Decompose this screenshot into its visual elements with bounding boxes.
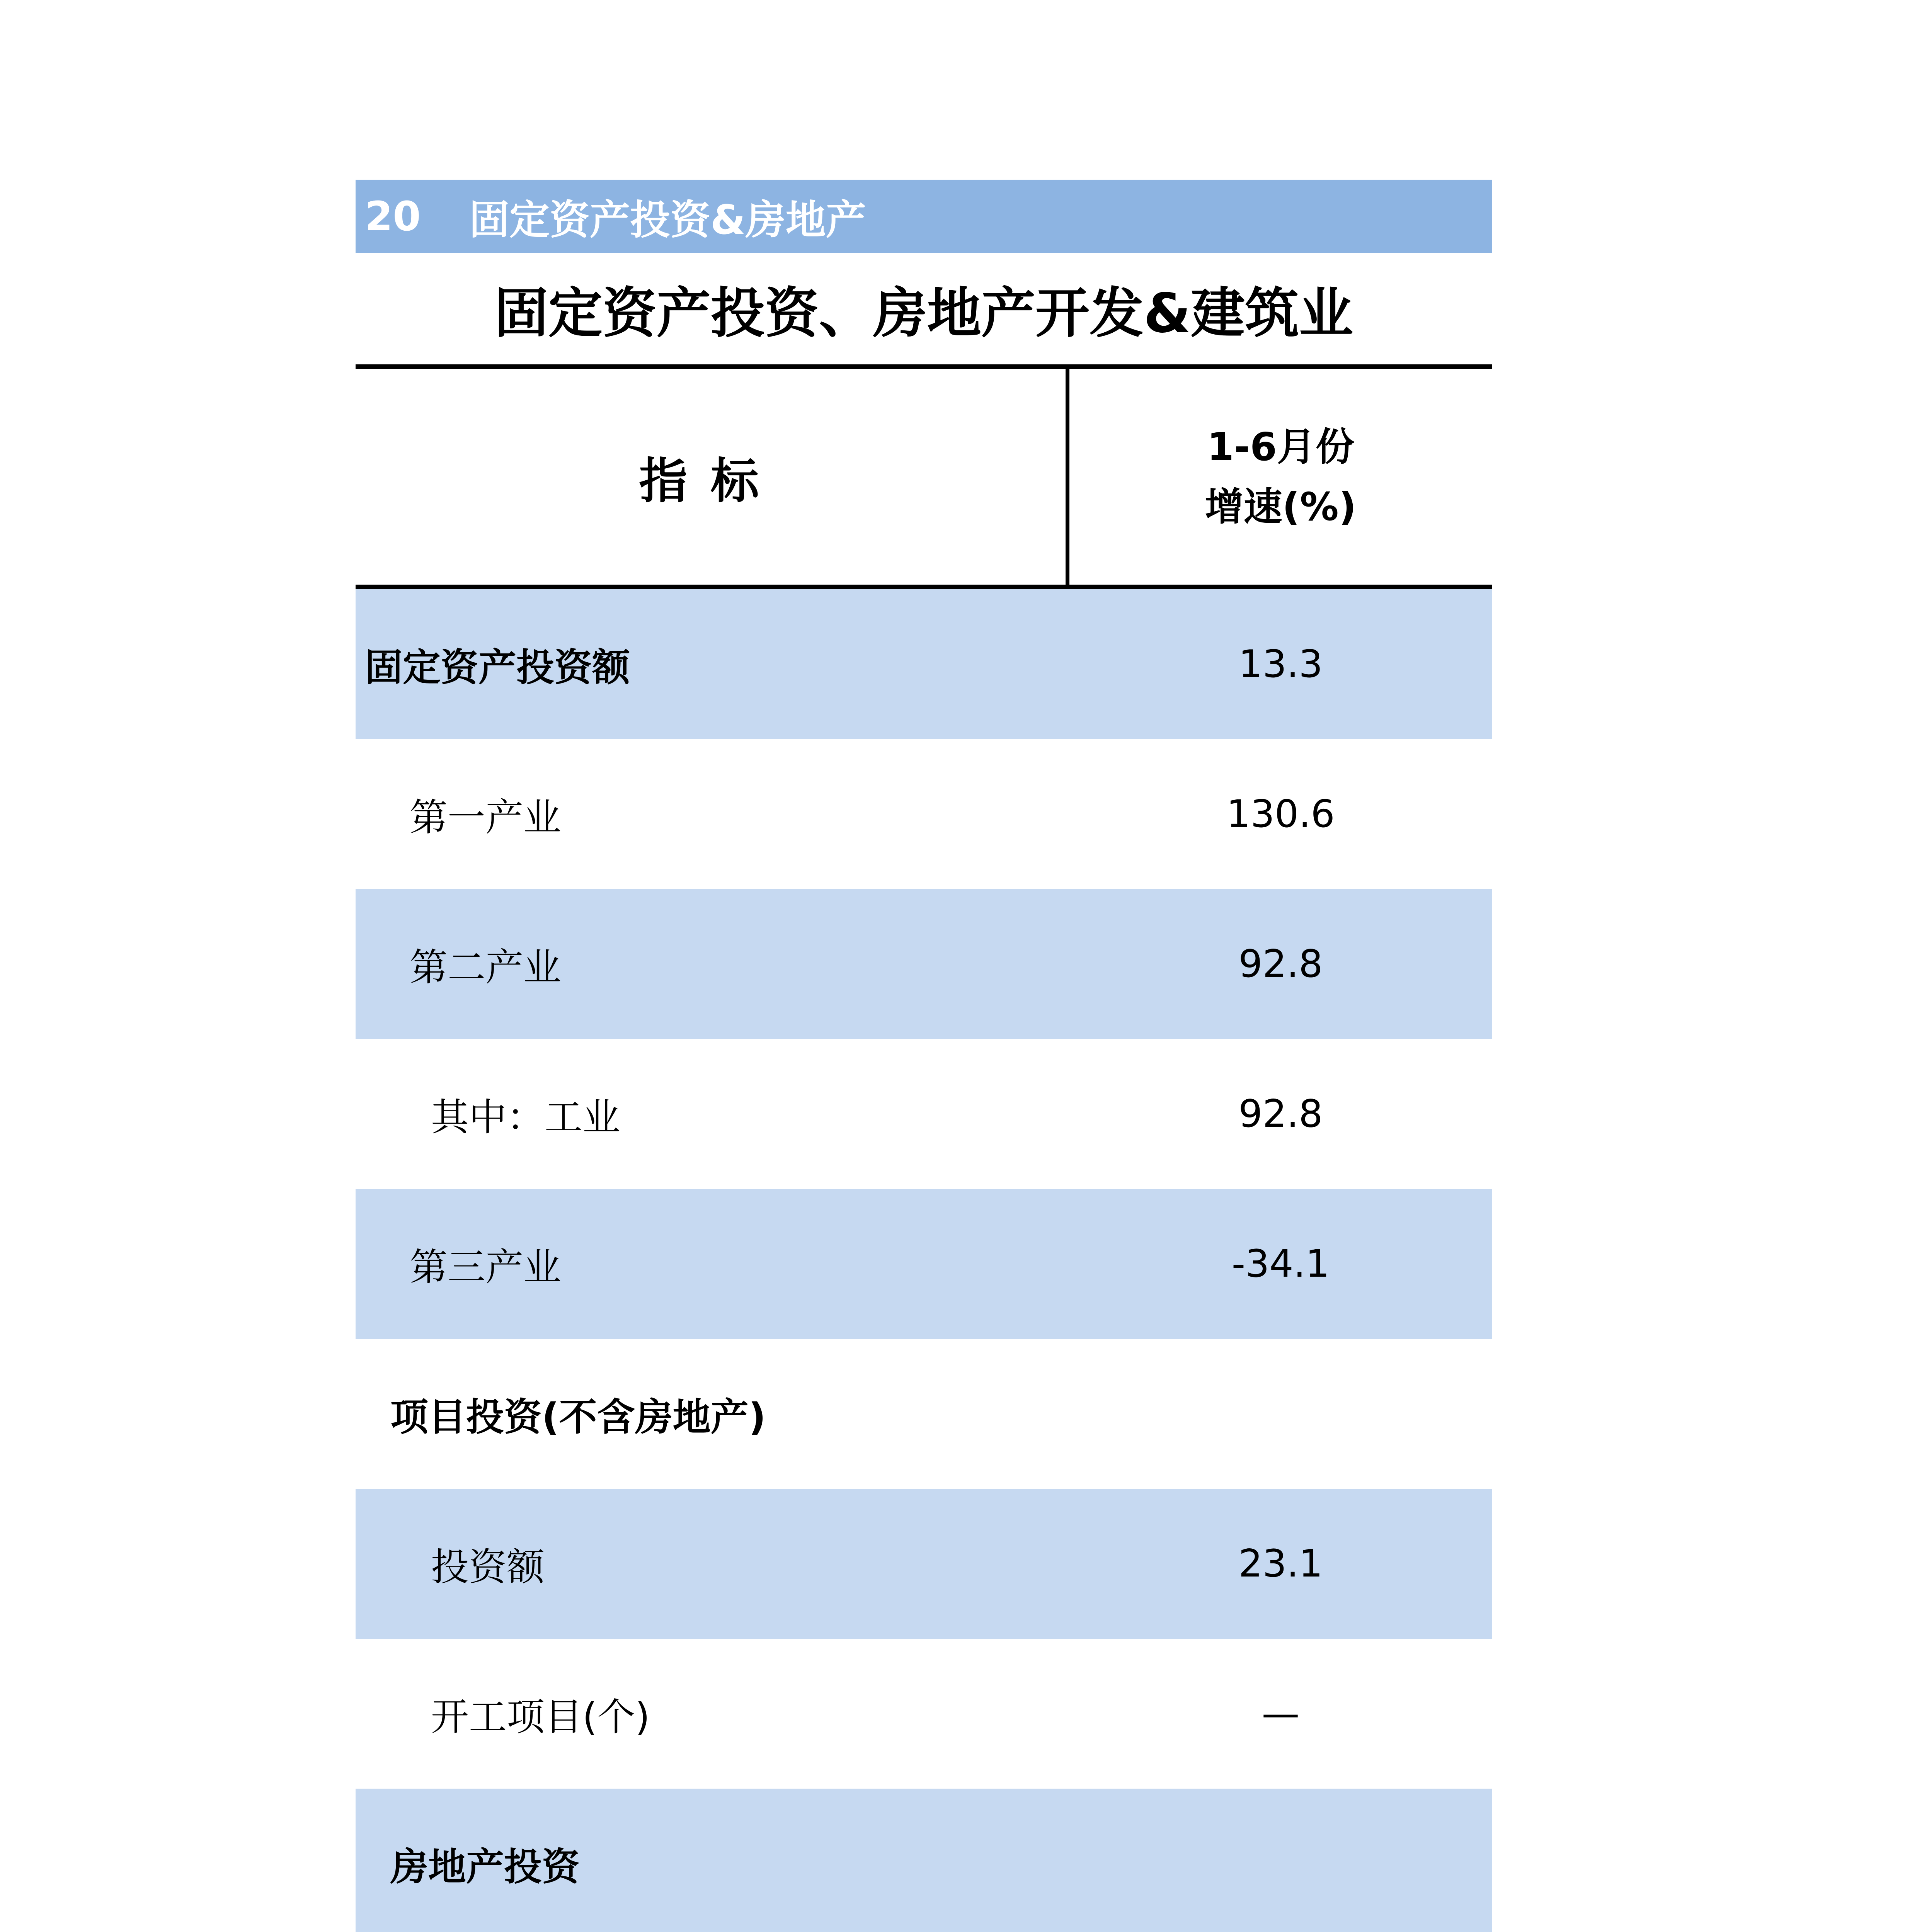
table-body <box>356 589 1492 1932</box>
row-label: 第一产业 <box>410 795 562 840</box>
header-indicator: 指标 <box>356 369 1069 585</box>
table-row <box>356 1789 1492 1932</box>
table-header <box>356 369 1492 589</box>
row-label: 第二产业 <box>410 945 562 990</box>
row-value: 13.3 <box>1238 642 1323 686</box>
row-value: — <box>1262 1692 1300 1736</box>
row-label: 固定资产投资额 <box>365 645 630 690</box>
row-value: 92.8 <box>1238 1092 1323 1136</box>
row-label: 房地产投资 <box>390 1845 580 1889</box>
row-value: 92.8 <box>1238 942 1323 986</box>
table-title: 固定资产投资、房地产开发&建筑业 <box>356 253 1492 369</box>
section-number: 20 <box>365 193 421 240</box>
header-value-unit: 增速(%) <box>1205 484 1357 529</box>
table-row <box>356 589 1492 739</box>
row-value: 130.6 <box>1226 792 1335 836</box>
table-row <box>356 739 1492 889</box>
row-label: 项目投资(不含房地产) <box>390 1395 766 1439</box>
table-row <box>356 1039 1492 1189</box>
header-value <box>1069 369 1492 585</box>
row-label: 第三产业 <box>410 1245 562 1289</box>
row-value: 23.1 <box>1238 1542 1323 1586</box>
table-row <box>356 889 1492 1039</box>
row-value: -34.1 <box>1231 1242 1330 1286</box>
table-row <box>356 1189 1492 1339</box>
section-header <box>356 180 1492 253</box>
row-label: 开工项目(个) <box>431 1695 650 1739</box>
row-label: 投资额 <box>431 1545 545 1589</box>
table-row <box>356 1639 1492 1789</box>
section-title: 固定资产投资&房地产 <box>469 196 866 243</box>
header-value-period: 1-6月份 <box>1207 424 1354 469</box>
table-row <box>356 1489 1492 1639</box>
row-label: 其中：工业 <box>431 1095 621 1139</box>
statistics-sheet <box>356 180 1492 1932</box>
table-row <box>356 1339 1492 1489</box>
